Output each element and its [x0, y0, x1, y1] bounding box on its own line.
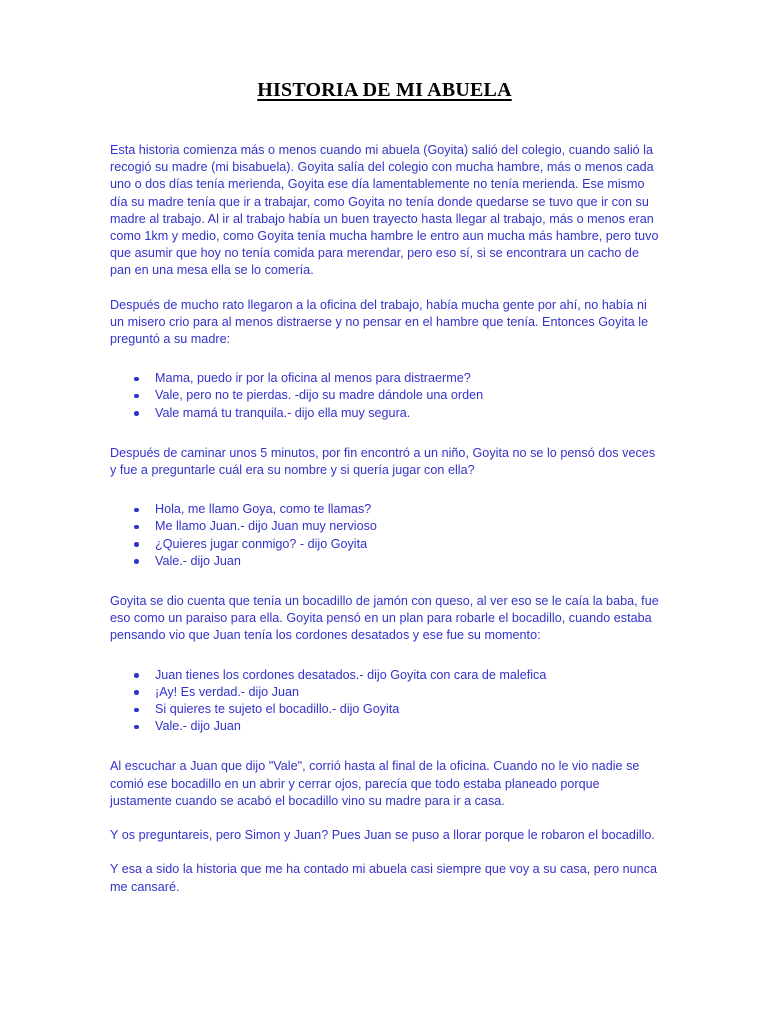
- page-title: [110, 78, 659, 102]
- bullet-icon: [134, 690, 139, 695]
- page-title-text: HISTORIA DE MI ABUELA: [257, 79, 512, 101]
- list-item-label: Juan tienes los cordones desatados.- dijo Goyita con cara de malefica: [155, 667, 547, 682]
- bullet-icon: [134, 411, 139, 416]
- spacer-p6-p7: [110, 844, 659, 861]
- list-item-label: Vale.- dijo Juan: [155, 553, 241, 568]
- paragraph-6: Y os preguntareis, pero Simon y Juan? Pues Juan se puso a llorar porque le robaron el bocadillo.: [110, 828, 655, 843]
- list-item-label: ¡Ay! Es verdad.- dijo Juan: [155, 684, 299, 699]
- document-body: [110, 78, 659, 896]
- paragraph-1: Esta historia comienza más o menos cuando mi abuela (Goyita) salió del colegio, cuando salió la recogió su madre (mi bisabuela). Goyita salía del colegio con mucha hambre, más o menos cada uno o dos días tenía merienda, Goyita ese día lamentablemente no tenía merienda. Ese mismo día su madre tenía que ir a trabajar, como Goyita no tenía donde quedarse se tuvo que ir con su madre al trabajo. Al ir al trabajo había un buen trayecto hasta llegar al trabajo, más o menos eran como 1km y medio, como Goyita tenía mucha hambre le entro aun mucha más hambre, pero tuvo que asumir que hoy no tenía comida para merendar, pero eso sí, si se encontrara un cacho de pan en una mesa ella se lo comería.: [110, 143, 659, 278]
- bullet-icon: [134, 673, 139, 678]
- bullet-list-2: [110, 501, 659, 570]
- list-item-label: Mama, puedo ir por la oficina al menos para distraerme?: [155, 371, 471, 386]
- paragraph-3: Después de caminar unos 5 minutos, por fin encontró a un niño, Goyita no se lo pensó dos veces y fue a preguntarle cuál era su nombre y si quería jugar con ella?: [110, 445, 656, 478]
- list-item-label: Vale, pero no te pierdas. -dijo su madre dándole una orden: [155, 388, 484, 403]
- list-item: [110, 701, 659, 718]
- bullet-icon: [134, 542, 139, 547]
- list-item: [110, 518, 659, 535]
- paragraph-2: Después de mucho rato llegaron a la oficina del trabajo, había mucha gente por ahí, no había ni un misero crio para al menos distraerse y no pensar en el hambre que tenía. Entonces Goyita le preguntó a su madre:: [110, 297, 649, 347]
- bullet-icon: [134, 394, 139, 399]
- paragraph-4: Goyita se dio cuenta que tenía un bocadillo de jamón con queso, al ver eso se le caía la baba, fue eso como un paraiso para ella. Goyita pensó en un plan para robarle el bocadillo, cuando estaba pensando vio que Juan tenía los cordones desatados y ese fue su momento:: [110, 594, 659, 643]
- list-item: [110, 405, 659, 422]
- bullet-icon: [134, 508, 139, 513]
- spacer-title: [110, 102, 659, 142]
- spacer-before-list-1: [110, 348, 659, 370]
- list-item: [110, 501, 659, 518]
- list-item: [110, 536, 659, 553]
- list-item: [110, 667, 659, 684]
- list-item-label: Vale.- dijo Juan: [155, 719, 241, 734]
- spacer-before-list-2: [110, 479, 659, 501]
- list-item: [110, 684, 659, 701]
- paragraph-5: Al escuchar a Juan que dijo "Vale", corrió hasta al final de la oficina. Cuando no le vio nadie se comió ese bocadillo en un abrir y cerrar ojos, parecía que todo estaba planeado porque justamente cuando se acabó el bocadillo vino su madre para ir a casa.: [110, 759, 640, 808]
- list-item: [110, 553, 659, 570]
- spacer-after-list-1: [110, 422, 659, 445]
- list-item: [110, 387, 659, 404]
- paragraph-7: Y esa a sido la historia que me ha contado mi abuela casi siempre que voy a su casa, pero nunca me cansaré.: [110, 862, 658, 894]
- list-item-label: ¿Quieres jugar conmigo? - dijo Goyita: [155, 536, 368, 551]
- bullet-icon: [134, 525, 139, 530]
- bullet-icon: [134, 377, 139, 382]
- bullet-list-1: [110, 370, 659, 422]
- list-item-label: Me llamo Juan.- dijo Juan muy nervioso: [155, 519, 377, 534]
- bullet-list-3: [110, 667, 659, 736]
- list-item-label: Vale mamá tu tranquila.- dijo ella muy segura.: [155, 405, 411, 420]
- bullet-icon: [134, 725, 139, 730]
- bullet-icon: [134, 708, 139, 713]
- spacer-before-list-3: [110, 645, 659, 667]
- spacer-after-list-2: [110, 570, 659, 593]
- spacer-p1-p2: [110, 280, 659, 297]
- spacer-after-list-3: [110, 735, 659, 758]
- list-item: [110, 718, 659, 735]
- list-item-label: Hola, me llamo Goya, como te llamas?: [155, 502, 372, 517]
- list-item: [110, 370, 659, 387]
- list-item-label: Si quieres te sujeto el bocadillo.- dijo Goyita: [155, 702, 400, 717]
- bullet-icon: [134, 559, 139, 564]
- spacer-p5-p6: [110, 810, 659, 827]
